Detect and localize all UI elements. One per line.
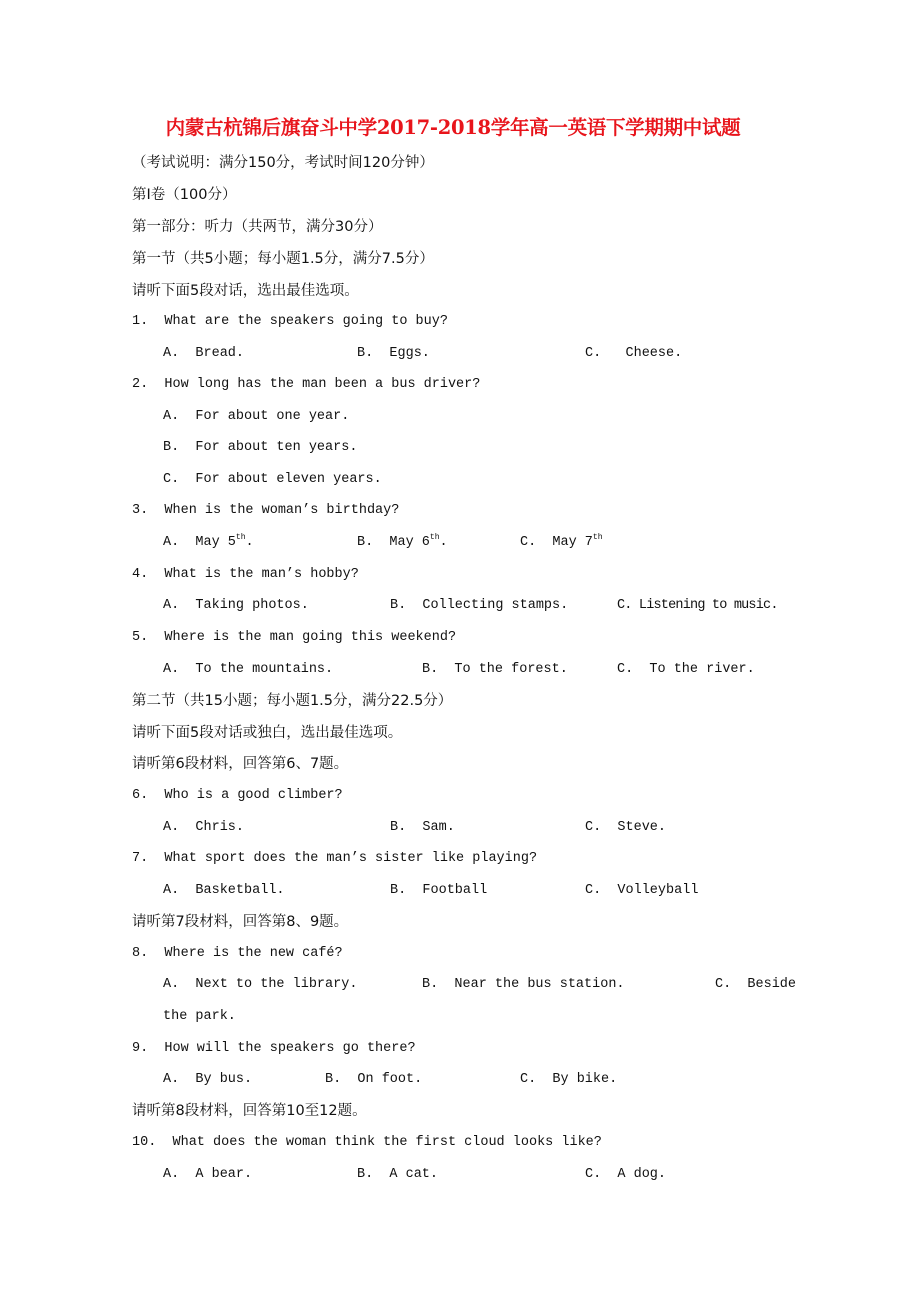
q8-option-a: A. Next to the library. bbox=[163, 977, 358, 992]
question-6: 6. Who is a good climber? bbox=[132, 788, 343, 803]
material-8-instructions: 请听第8段材料，回答第10至12题。 bbox=[132, 1103, 367, 1119]
q8-option-b: B. Near the bus station. bbox=[422, 977, 625, 992]
q6-option-c: C. Steve. bbox=[585, 820, 667, 835]
q10-option-c: C. A dog. bbox=[585, 1167, 667, 1182]
q5-option-b: B. To the forest. bbox=[422, 662, 568, 677]
question-1: 1. What are the speakers going to buy? bbox=[132, 314, 448, 329]
section1-instructions: 请听下面5段对话，选出最佳选项。 bbox=[132, 283, 359, 299]
question-2: 2. How long has the man been a bus driver? bbox=[132, 377, 481, 392]
q3-c-sup: th bbox=[592, 533, 603, 542]
question-7: 7. What sport does the man’s sister like playing? bbox=[132, 851, 538, 866]
q6-option-b: B. Sam. bbox=[390, 820, 455, 835]
q1-option-a: A. Bread. bbox=[163, 346, 245, 361]
q7-option-c: C. Volleyball bbox=[585, 883, 699, 898]
q9-option-b: B. On foot. bbox=[325, 1072, 423, 1087]
question-10: 10. What does the woman think the first cloud looks like? bbox=[132, 1135, 602, 1150]
q3-c-text: C. May 7 bbox=[520, 535, 593, 550]
q3-option-c bbox=[520, 531, 603, 555]
q2-option-b: B. For about ten years. bbox=[163, 440, 358, 455]
q3-b-sup: th bbox=[429, 533, 440, 542]
question-3: 3. When is the woman’s birthday? bbox=[132, 503, 400, 518]
q10-option-b: B. A cat. bbox=[357, 1167, 439, 1182]
q9-option-c: C. By bike. bbox=[520, 1072, 618, 1087]
volume-heading: 第I卷（100分） bbox=[132, 187, 237, 203]
part1-heading: 第一部分：听力（共两节，满分30分） bbox=[132, 219, 383, 235]
section1-heading: 第一节（共5小题；每小题1.5分，满分7.5分） bbox=[132, 251, 434, 267]
q7-option-a: A. Basketball. bbox=[163, 883, 285, 898]
q6-option-a: A. Chris. bbox=[163, 820, 245, 835]
question-5: 5. Where is the man going this weekend? bbox=[132, 630, 457, 645]
material-7-instructions: 请听第7段材料，回答第8、9题。 bbox=[132, 914, 349, 930]
q2-option-c: C. For about eleven years. bbox=[163, 472, 382, 487]
q1-option-c: C. Cheese. bbox=[585, 346, 683, 361]
q3-b-text: B. May 6 bbox=[357, 535, 430, 550]
q8-option-c: C. Beside bbox=[715, 977, 797, 992]
section2-heading: 第二节（共15小题；每小题1.5分，满分22.5分） bbox=[132, 693, 453, 709]
q1-option-b: B. Eggs. bbox=[357, 346, 430, 361]
q2-option-a: A. For about one year. bbox=[163, 409, 350, 424]
q9-option-a: A. By bus. bbox=[163, 1072, 253, 1087]
question-8: 8. Where is the new café? bbox=[132, 946, 343, 961]
q3-option-a bbox=[163, 531, 254, 555]
q10-option-a: A. A bear. bbox=[163, 1167, 253, 1182]
question-4: 4. What is the man’s hobby? bbox=[132, 567, 359, 582]
q3-a-sup: th bbox=[235, 533, 246, 542]
document-title: 内蒙古杭锦后旗奋斗中学2017-2018学年高一英语下学期期中试题 bbox=[165, 116, 741, 139]
question-9: 9. How will the speakers go there? bbox=[132, 1041, 416, 1056]
q5-option-c: C. To the river. bbox=[617, 662, 755, 677]
q7-option-b: B. Football bbox=[390, 883, 488, 898]
q4-option-b: B. Collecting stamps. bbox=[390, 598, 569, 613]
material-6-instructions: 请听第6段材料，回答第6、7题。 bbox=[132, 756, 349, 772]
q3-b-end: . bbox=[439, 535, 448, 550]
section2-instructions: 请听下面5段对话或独白，选出最佳选项。 bbox=[132, 725, 403, 741]
q4-option-c: C. Listening to music. bbox=[617, 598, 778, 613]
exam-note: （考试说明：满分150分，考试时间120分钟） bbox=[132, 155, 434, 171]
q4-option-a: A. Taking photos. bbox=[163, 598, 309, 613]
q3-option-b bbox=[357, 531, 448, 555]
q3-a-text: A. May 5 bbox=[163, 535, 236, 550]
q5-option-a: A. To the mountains. bbox=[163, 662, 334, 677]
q3-a-end: . bbox=[245, 535, 254, 550]
q8-option-c-continued: the park. bbox=[163, 1009, 236, 1024]
